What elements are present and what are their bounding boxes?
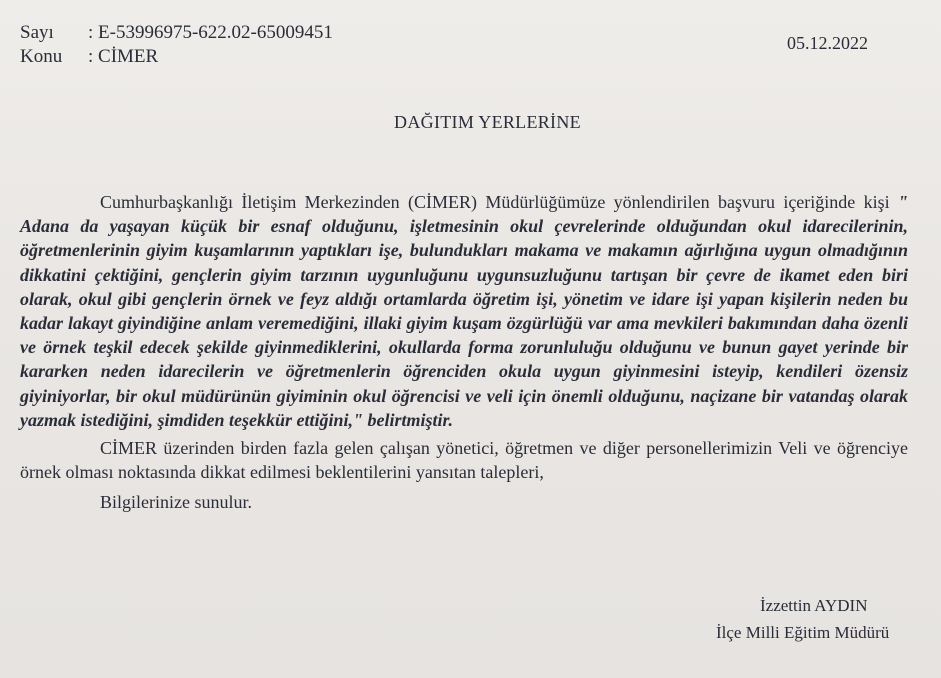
document-number-label: Sayı xyxy=(20,22,54,43)
paragraph-2: CİMER üzerinden birden fazla gelen çalışan yönetici, öğretmen ve diğer personellerimizin Veli ve öğrenciye örnek olması noktasında dikkat edilmesi beklentilerini yansıtan talepleri, xyxy=(20,438,908,483)
paragraph-1-intro: Cumhurbaşkanlığı İletişim Merkezinden (CİMER) Müdürlüğümüze yönlendirilen başvuru içeriğinde kişi xyxy=(100,192,898,212)
document-number-value: : E-53996975-622.02-65009451 xyxy=(88,22,333,43)
signatory-name: İzzettin AYDIN xyxy=(760,596,868,615)
document-subject xyxy=(20,46,158,68)
signatory-title: İlçe Milli Eğitim Müdürü xyxy=(716,623,890,642)
document-subject-value: : CİMER xyxy=(88,46,159,67)
document-subject-label: Konu xyxy=(20,46,63,67)
letter-body xyxy=(20,190,908,515)
paragraph-3: Bilgilerinize sunulur. xyxy=(100,492,252,513)
document-heading: DAĞITIM YERLERİNE xyxy=(394,112,581,132)
paragraph-1 xyxy=(20,190,908,432)
citizen-quote: " Adana da yaşayan küçük bir esnaf olduğunu, işletmesinin okul çevrelerinde olduğundan okul idarecilerinin, öğretmenlerinin giyim kuşamlarının yaptıkları işe, bulundukları makama ve makamın ağırlığına uygun olmadığının dikkatini çektiğini, gençlerin giyim tarzının uygunluğunu uygunsuzluğunu tartışan bir çevre de ikamet eden biri olarak, okul gibi gençlerin örnek ve feyz aldığı ortamlarda öğretim işi, yönetim ve idare işi yapan kişilerin neden bu kadar lakayt giyindiğine anlam veremediğini, illaki giyim kuşam özgürlüğü var ama mevkileri bakımından daha özenli ve örnek teşkil edecek şekilde giyinmediklerini, okullarda forma zorunluluğu olduğunu ve bunun gayet yerinde bir kararken neden idarecilerin ve öğretmenlerin öğrenciden okula uygun giyinmesini isteyip, kendileri özensiz giyiniyorlar, bir okul müdürünün giyiminin okul öğrencisi ve veli için önemli olduğunu, naçizane bir vatandaş olarak yazmak istediğini, şimdiden teşekkür ettiğini," belirtmiştir. xyxy=(20,192,908,430)
document-number xyxy=(20,22,333,44)
document-date: 05.12.2022 xyxy=(787,33,868,53)
